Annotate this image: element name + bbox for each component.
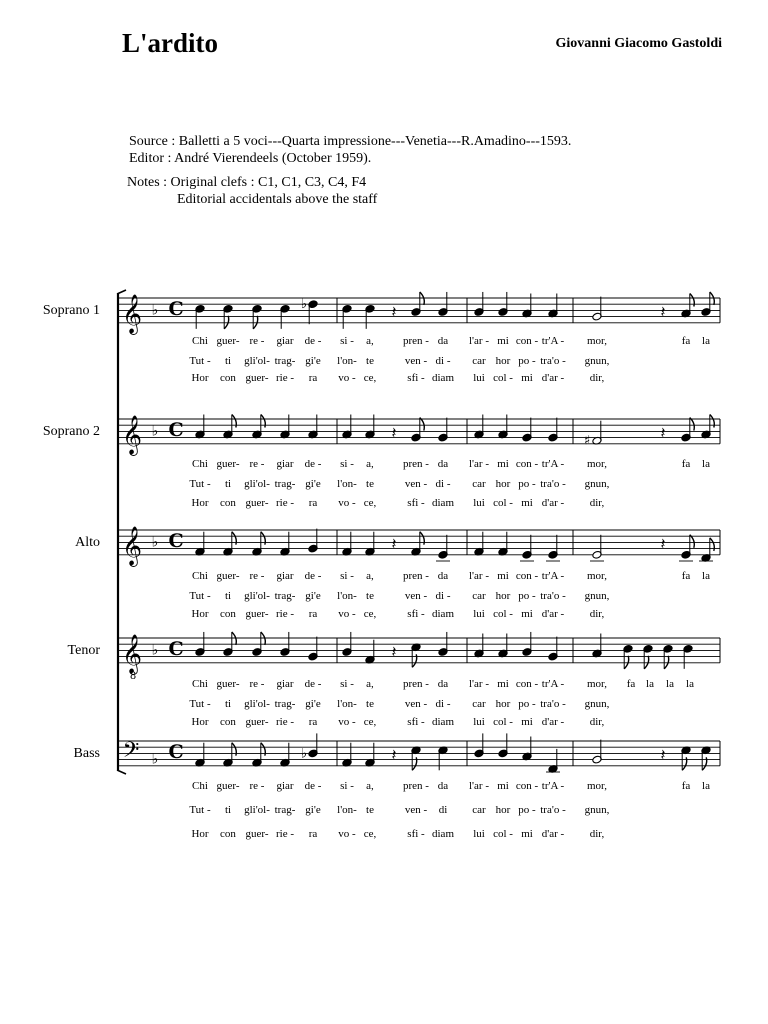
lyric-syllable: trag-	[274, 698, 296, 710]
lyric-syllable: lui	[473, 716, 485, 728]
lyric-syllable: d'ar -	[541, 716, 565, 728]
lyric-syllable: ce,	[363, 372, 377, 384]
lyric-syllable: ven -	[404, 698, 428, 710]
lyric-syllable: ven -	[404, 478, 428, 490]
lyric-syllable: te	[366, 478, 374, 490]
lyric-syllable: tr'A -	[541, 458, 565, 470]
lyric-syllable: si -	[340, 458, 354, 470]
time-signature: C	[168, 741, 184, 763]
lyric-syllable: tra'o -	[540, 698, 566, 710]
lyric-syllable: la	[666, 678, 674, 690]
lyric-syllable: guer-	[216, 780, 240, 792]
lyric-syllable: fa	[681, 335, 691, 347]
lyric-syllable: rie -	[275, 497, 295, 509]
lyric-syllable: giar	[276, 678, 294, 690]
quarter-rest: 𝄽	[391, 534, 397, 553]
lyric-syllable: guer-	[245, 716, 269, 728]
lyric-syllable: la	[702, 458, 710, 470]
lyric-syllable: guer-	[216, 335, 240, 347]
lyric-syllable: re -	[249, 335, 265, 347]
lyric-syllable: ra	[308, 372, 318, 384]
lyric-syllable: mi	[521, 828, 533, 840]
lyric-syllable: con	[220, 828, 236, 840]
lyric-syllable: si -	[340, 780, 354, 792]
voice-name-soprano-2: Soprano 2	[42, 424, 100, 439]
lyric-syllable: gli'ol-	[244, 355, 270, 367]
lyric-syllable: da	[437, 570, 449, 582]
key-signature-flat: ♭	[151, 642, 159, 659]
lyric-syllable: car	[472, 804, 486, 816]
lyric-syllable: diam	[432, 608, 454, 620]
lyric-syllable: car	[472, 355, 486, 367]
voice-name-tenor: Tenor	[67, 643, 100, 658]
lyric-syllable: gli'ol-	[244, 804, 270, 816]
lyric-syllable: con -	[515, 458, 539, 470]
lyric-syllable: mi	[497, 570, 509, 582]
lyric-syllable: Tut -	[189, 478, 211, 490]
lyric-syllable: di	[438, 804, 448, 816]
lyric-syllable: d'ar -	[541, 828, 565, 840]
lyric-syllable: da	[437, 678, 449, 690]
lyric-syllable: ce,	[363, 828, 377, 840]
lyric-syllable: tr'A -	[541, 570, 565, 582]
lyric-syllable: si -	[340, 335, 354, 347]
lyric-syllable: si -	[340, 570, 354, 582]
lyric-syllable: gli'ol-	[244, 478, 270, 490]
lyric-syllable: la	[646, 678, 654, 690]
lyric-syllable: po -	[518, 590, 536, 602]
lyric-syllable: hor	[495, 355, 511, 367]
lyric-syllable: lui	[473, 372, 485, 384]
lyric-syllable: ven -	[404, 590, 428, 602]
lyric-syllable: ti	[224, 804, 232, 816]
lyric-syllable: gnun,	[584, 698, 610, 710]
lyric-syllable: col -	[493, 372, 513, 384]
eighth-flag	[690, 535, 695, 548]
lyric-syllable: ti	[224, 355, 232, 367]
lyric-syllable: car	[472, 478, 486, 490]
lyric-syllable: rie -	[275, 716, 295, 728]
lyric-syllable: mi	[497, 458, 509, 470]
lyric-syllable: fa	[681, 780, 691, 792]
lyric-syllable: tr'A -	[541, 780, 565, 792]
lyric-syllable: trag-	[274, 590, 296, 602]
lyric-syllable: d'ar -	[541, 372, 565, 384]
lyric-syllable: l'ar -	[469, 570, 489, 582]
lyric-syllable: giar	[276, 458, 294, 470]
lyric-syllable: hor	[495, 590, 511, 602]
lyric-syllable: Chi	[192, 458, 208, 470]
lyric-syllable: de -	[304, 335, 322, 347]
time-signature: C	[168, 638, 184, 660]
lyric-syllable: trag-	[274, 478, 296, 490]
time-signature: C	[168, 298, 184, 320]
key-signature-flat: ♭	[151, 423, 159, 440]
lyric-syllable: dir,	[589, 828, 605, 840]
voice-name-bass: Bass	[73, 746, 100, 761]
sharp-accidental: ♯	[583, 433, 591, 449]
lyric-syllable: ti	[224, 590, 232, 602]
lyric-syllable: a,	[366, 570, 374, 582]
lyric-syllable: re -	[249, 570, 265, 582]
lyric-syllable: Hor	[191, 372, 209, 384]
lyric-syllable: sfi -	[407, 372, 425, 384]
lyric-syllable: mor,	[586, 335, 608, 347]
lyric-syllable: dir,	[589, 716, 605, 728]
lyric-syllable: mi	[521, 497, 533, 509]
lyric-syllable: ti	[224, 478, 232, 490]
eighth-flag	[710, 292, 715, 305]
lyric-syllable: gi'e	[305, 478, 321, 490]
lyric-syllable: col -	[493, 608, 513, 620]
lyric-syllable: lui	[473, 828, 485, 840]
flat-accidental: ♭	[300, 297, 308, 313]
lyric-syllable: da	[437, 458, 449, 470]
time-signature: C	[168, 530, 184, 552]
quarter-rest: 𝄽	[391, 642, 397, 661]
lyric-syllable: hor	[495, 804, 511, 816]
lyric-syllable: hor	[495, 478, 511, 490]
lyric-syllable: hor	[495, 698, 511, 710]
lyric-syllable: po -	[518, 804, 536, 816]
lyric-syllable: con -	[515, 780, 539, 792]
lyric-syllable: l'ar -	[469, 678, 489, 690]
lyric-syllable: dir,	[589, 497, 605, 509]
lyric-syllable: vo -	[338, 372, 356, 384]
lyric-syllable: d'ar -	[541, 497, 565, 509]
lyric-syllable: de -	[304, 458, 322, 470]
voice-name-alto: Alto	[75, 535, 100, 550]
lyric-syllable: da	[437, 335, 449, 347]
lyric-syllable: di -	[435, 355, 451, 367]
eighth-flag	[690, 418, 695, 431]
lyric-syllable: vo -	[338, 608, 356, 620]
lyric-syllable: l'on-	[337, 698, 357, 710]
lyric-syllable: tra'o -	[540, 804, 566, 816]
lyric-syllable: diam	[432, 716, 454, 728]
time-signature: C	[168, 419, 184, 441]
lyric-syllable: guer-	[216, 570, 240, 582]
lyric-syllable: ven -	[404, 355, 428, 367]
lyric-syllable: ti	[224, 698, 232, 710]
lyric-syllable: sfi -	[407, 497, 425, 509]
lyric-syllable: l'on-	[337, 478, 357, 490]
lyric-syllable: ven -	[404, 804, 428, 816]
lyric-syllable: si -	[340, 678, 354, 690]
lyric-syllable: gi'e	[305, 590, 321, 602]
quarter-rest: 𝄽	[660, 745, 666, 764]
lyric-syllable: diam	[432, 828, 454, 840]
lyric-syllable: Hor	[191, 716, 209, 728]
lyric-syllable: Chi	[192, 335, 208, 347]
lyric-syllable: gi'e	[305, 698, 321, 710]
lyric-syllable: Hor	[191, 608, 209, 620]
lyric-syllable: di -	[435, 478, 451, 490]
lyric-syllable: con	[220, 608, 236, 620]
lyric-syllable: ra	[308, 716, 318, 728]
notes-line-2: Editorial accidentals above the staff	[177, 192, 378, 207]
lyric-syllable: gnun,	[584, 355, 610, 367]
lyric-syllable: con	[220, 497, 236, 509]
lyric-syllable: Chi	[192, 570, 208, 582]
lyric-syllable: Chi	[192, 678, 208, 690]
lyric-syllable: gli'ol-	[244, 698, 270, 710]
lyric-syllable: mi	[521, 716, 533, 728]
lyric-syllable: mor,	[586, 458, 608, 470]
lyric-syllable: rie -	[275, 608, 295, 620]
lyric-syllable: diam	[432, 372, 454, 384]
lyric-syllable: lui	[473, 608, 485, 620]
lyric-syllable: gli'ol-	[244, 590, 270, 602]
lyric-syllable: con -	[515, 678, 539, 690]
treble-clef: 𝄞	[121, 526, 143, 566]
lyric-syllable: gi'e	[305, 804, 321, 816]
lyric-syllable: pren -	[403, 780, 429, 792]
lyric-syllable: tra'o -	[540, 478, 566, 490]
lyric-syllable: pren -	[403, 335, 429, 347]
lyric-syllable: col -	[493, 828, 513, 840]
lyric-syllable: sfi -	[407, 716, 425, 728]
lyric-syllable: di -	[435, 590, 451, 602]
lyric-syllable: guer-	[245, 608, 269, 620]
notes-line: Notes : Original clefs : C1, C1, C3, C4, F4	[127, 175, 367, 190]
lyric-syllable: gnun,	[584, 590, 610, 602]
eighth-flag	[420, 418, 425, 431]
lyric-syllable: la	[702, 570, 710, 582]
octave-mark: 8	[129, 671, 137, 682]
lyric-syllable: mor,	[586, 570, 608, 582]
lyric-syllable: re -	[249, 458, 265, 470]
lyric-syllable: mi	[497, 678, 509, 690]
lyric-syllable: con -	[515, 570, 539, 582]
lyric-syllable: la	[702, 335, 710, 347]
lyric-syllable: dir,	[589, 608, 605, 620]
lyric-syllable: trag-	[274, 355, 296, 367]
lyric-syllable: mor,	[586, 780, 608, 792]
lyric-syllable: l'ar -	[469, 780, 489, 792]
lyric-syllable: pren -	[403, 570, 429, 582]
lyric-syllable: po -	[518, 355, 536, 367]
lyric-syllable: ra	[308, 497, 318, 509]
lyric-syllable: trag-	[274, 804, 296, 816]
lyric-syllable: col -	[493, 716, 513, 728]
lyric-syllable: guer-	[245, 372, 269, 384]
lyric-syllable: rie -	[275, 828, 295, 840]
lyric-syllable: giar	[276, 780, 294, 792]
lyric-syllable: tr'A -	[541, 678, 565, 690]
lyric-syllable: a,	[366, 458, 374, 470]
key-signature-flat: ♭	[151, 302, 159, 319]
lyric-syllable: sfi -	[407, 828, 425, 840]
lyric-syllable: tr'A -	[541, 335, 565, 347]
lyric-syllable: fa	[681, 570, 691, 582]
treble-clef: 𝄞	[121, 294, 143, 334]
lyric-syllable: Hor	[191, 828, 209, 840]
lyric-syllable: da	[437, 780, 449, 792]
lyric-syllable: gnun,	[584, 478, 610, 490]
lyric-syllable: giar	[276, 335, 294, 347]
lyric-syllable: ce,	[363, 716, 377, 728]
key-signature-flat: ♭	[151, 534, 159, 551]
quarter-rest: 𝄽	[660, 423, 666, 442]
lyric-syllable: l'ar -	[469, 335, 489, 347]
lyric-syllable: de -	[304, 570, 322, 582]
lyric-syllable: guer-	[245, 828, 269, 840]
lyric-syllable: l'ar -	[469, 458, 489, 470]
lyric-syllable: con -	[515, 335, 539, 347]
lyric-syllable: po -	[518, 478, 536, 490]
lyric-syllable: Tut -	[189, 590, 211, 602]
lyric-syllable: mor,	[586, 678, 608, 690]
lyric-syllable: de -	[304, 780, 322, 792]
lyric-syllable: vo -	[338, 716, 356, 728]
lyric-syllable: a,	[366, 780, 374, 792]
treble-clef: 𝄞	[121, 415, 143, 455]
lyric-syllable: vo -	[338, 828, 356, 840]
lyric-syllable: guer-	[216, 458, 240, 470]
lyric-syllable: fa	[681, 458, 691, 470]
lyric-syllable: ra	[308, 608, 318, 620]
lyric-syllable: d'ar -	[541, 608, 565, 620]
lyric-syllable: re -	[249, 678, 265, 690]
quarter-rest: 𝄽	[391, 745, 397, 764]
voice-name-soprano-1: Soprano 1	[42, 303, 100, 318]
lyric-syllable: guer-	[216, 678, 240, 690]
lyric-syllable: de -	[304, 678, 322, 690]
lyric-syllable: rie -	[275, 372, 295, 384]
lyric-syllable: te	[366, 355, 374, 367]
quarter-rest: 𝄽	[391, 423, 397, 442]
lyric-syllable: pren -	[403, 678, 429, 690]
lyric-syllable: Tut -	[189, 355, 211, 367]
lyric-syllable: guer-	[245, 497, 269, 509]
lyric-syllable: mi	[521, 608, 533, 620]
lyric-syllable: ce,	[363, 497, 377, 509]
composer-name: Giovanni Giacomo Gastoldi	[555, 36, 722, 51]
lyric-syllable: l'on-	[337, 355, 357, 367]
lyric-syllable: a,	[366, 678, 374, 690]
lyric-syllable: te	[366, 698, 374, 710]
flat-accidental: ♭	[300, 746, 308, 762]
lyric-syllable: giar	[276, 570, 294, 582]
lyric-syllable: mi	[521, 372, 533, 384]
lyric-syllable: Tut -	[189, 698, 211, 710]
bass-clef: 𝄢	[122, 738, 140, 768]
lyric-syllable: a,	[366, 335, 374, 347]
lyric-syllable: l'on-	[337, 590, 357, 602]
lyric-syllable: tra'o -	[540, 355, 566, 367]
editor-line: Editor : André Vierendeels (October 1959).	[129, 151, 372, 166]
lyric-syllable: con	[220, 716, 236, 728]
lyric-syllable: l'on-	[337, 804, 357, 816]
lyric-syllable: gnun,	[584, 804, 610, 816]
lyric-syllable: mi	[497, 780, 509, 792]
source-line: Source : Balletti a 5 voci---Quarta impressione---Venetia---R.Amadino---1593.	[129, 134, 572, 149]
lyric-syllable: fa	[626, 678, 636, 690]
lyric-syllable: gi'e	[305, 355, 321, 367]
lyric-syllable: car	[472, 698, 486, 710]
lyric-syllable: la	[686, 678, 694, 690]
lyric-syllable: Hor	[191, 497, 209, 509]
treble-clef: 𝄞	[121, 634, 143, 674]
lyric-syllable: te	[366, 804, 374, 816]
quarter-rest: 𝄽	[391, 302, 397, 321]
quarter-rest: 𝄽	[660, 302, 666, 321]
lyric-syllable: ra	[308, 828, 318, 840]
page-title: L'ardito	[122, 28, 219, 58]
lyric-syllable: dir,	[589, 372, 605, 384]
lyric-syllable: sfi -	[407, 608, 425, 620]
lyric-syllable: ce,	[363, 608, 377, 620]
lyric-syllable: Tut -	[189, 804, 211, 816]
key-signature-flat: ♭	[151, 751, 159, 768]
lyric-syllable: col -	[493, 497, 513, 509]
lyric-syllable: lui	[473, 497, 485, 509]
lyric-syllable: la	[702, 780, 710, 792]
lyric-syllable: re -	[249, 780, 265, 792]
lyric-syllable: tra'o -	[540, 590, 566, 602]
lyric-syllable: con	[220, 372, 236, 384]
bracket-bottom-hook	[117, 770, 126, 774]
lyric-syllable: vo -	[338, 497, 356, 509]
lyric-syllable: mi	[497, 335, 509, 347]
lyric-syllable: te	[366, 590, 374, 602]
lyric-syllable: pren -	[403, 458, 429, 470]
quarter-rest: 𝄽	[660, 534, 666, 553]
lyric-syllable: po -	[518, 698, 536, 710]
lyric-syllable: Chi	[192, 780, 208, 792]
lyric-syllable: di -	[435, 698, 451, 710]
lyric-syllable: diam	[432, 497, 454, 509]
lyric-syllable: car	[472, 590, 486, 602]
eighth-flag	[420, 292, 425, 305]
